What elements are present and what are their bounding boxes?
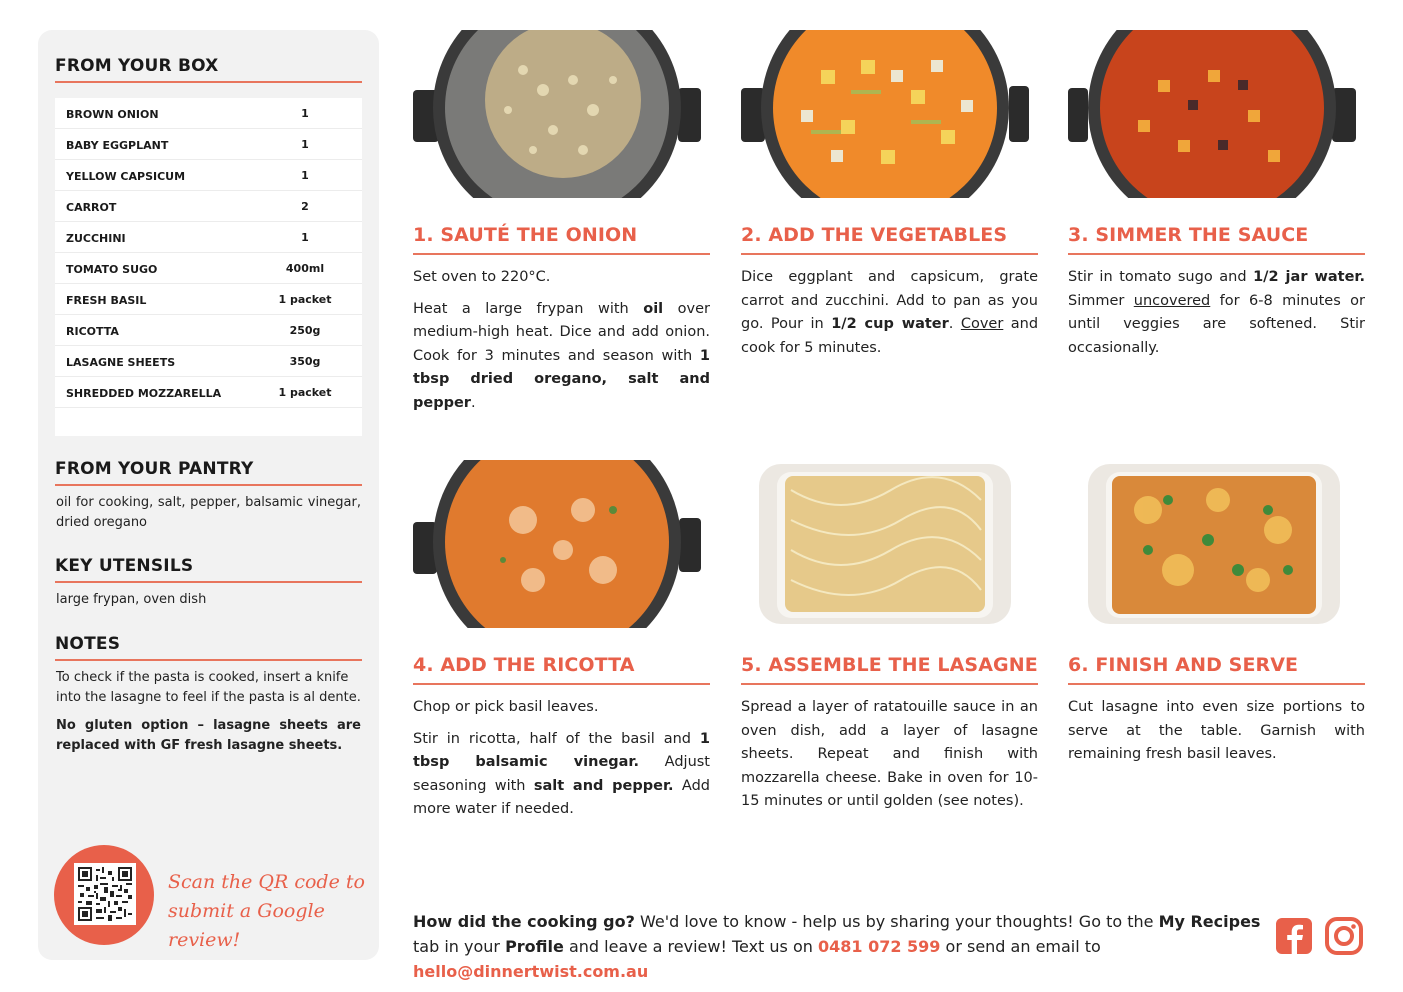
step-1-para-2: Heat a large frypan with oil over medium-high heat. Dice and add onion. Cook for 3 minutes and season with 1 tbsp dried oregano, salt and pepper. bbox=[413, 300, 710, 411]
table-row bbox=[55, 129, 362, 160]
ingredient-name: CARROT bbox=[66, 201, 117, 214]
ingredient-qty: 350g bbox=[289, 355, 321, 368]
ingredient-qty: 1 bbox=[301, 107, 309, 120]
ingredient-name: ZUCCHINI bbox=[66, 232, 126, 245]
step-2-rule bbox=[741, 253, 1038, 255]
step-1-para-1: Set oven to 220°C. bbox=[413, 269, 551, 285]
table-row bbox=[55, 315, 362, 346]
qr-caption-line-2: submit a Google review! bbox=[168, 900, 325, 951]
ingredient-qty: 1 packet bbox=[278, 293, 332, 306]
pantry-heading: FROM YOUR PANTRY bbox=[55, 459, 254, 479]
step-2-text bbox=[741, 266, 1038, 368]
ingredient-name: LASAGNE SHEETS bbox=[66, 356, 176, 369]
ingredient-qty: 1 bbox=[301, 169, 309, 182]
email-link[interactable]: hello@dinnertwist.com.au bbox=[413, 962, 649, 981]
step-6-para-1: Cut lasagne into even size portions to serve at the table. Garnish with remaining fresh basil leaves. bbox=[1068, 699, 1365, 762]
step-1-title: 1. SAUTÉ THE ONION bbox=[413, 224, 638, 246]
ingredient-qty: 1 bbox=[301, 231, 309, 244]
notes-heading-rule bbox=[55, 659, 362, 661]
facebook-icon[interactable] bbox=[1275, 917, 1313, 955]
notes-text: To check if the pasta is cooked, insert a knife into the lasagne to feel if the pasta is al dente. bbox=[56, 670, 361, 705]
step-4-text bbox=[413, 696, 710, 830]
step-1-text bbox=[413, 266, 710, 423]
step-1-photo bbox=[413, 30, 701, 198]
step-4-rule bbox=[413, 683, 710, 685]
qr-code-icon[interactable] bbox=[74, 863, 136, 925]
ingredient-qty: 1 bbox=[301, 138, 309, 151]
ingredient-name: YELLOW CAPSICUM bbox=[66, 170, 186, 183]
step-2-title: 2. ADD THE VEGETABLES bbox=[741, 224, 1008, 246]
utensils-heading-rule bbox=[55, 581, 362, 583]
footer-text-2: tab in your bbox=[413, 937, 506, 956]
pantry-text: oil for cooking, salt, pepper, balsamic vinegar, dried oregano bbox=[56, 495, 361, 530]
footer-question: How did the cooking go? bbox=[413, 912, 635, 931]
ingredients-sidebar bbox=[38, 30, 379, 960]
box-heading-rule bbox=[55, 81, 362, 83]
ingredient-name: SHREDDED MOZZARELLA bbox=[66, 387, 222, 400]
qr-caption bbox=[168, 868, 379, 955]
ingredient-name: BABY EGGPLANT bbox=[66, 139, 169, 152]
ingredient-qty: 1 packet bbox=[278, 386, 332, 399]
box-heading: FROM YOUR BOX bbox=[55, 56, 219, 76]
utensils-heading: KEY UTENSILS bbox=[55, 556, 194, 576]
step-5-para-1: Spread a layer of ratatouille sauce in an oven dish, add a layer of lasagne sheets. Repeat and finish with mozzarella cheese. Bake in oven for 10-15 minutes or until golden (see notes). bbox=[741, 699, 1038, 809]
my-recipes-link[interactable]: My Recipes bbox=[1158, 912, 1261, 931]
table-row bbox=[55, 346, 362, 377]
step-3-text bbox=[1068, 266, 1365, 368]
utensils-text: large frypan, oven dish bbox=[56, 592, 207, 607]
profile-link[interactable]: Profile bbox=[505, 937, 564, 956]
step-5-text bbox=[741, 696, 1038, 822]
footer-text-3: and leave a review! Text us on bbox=[563, 937, 818, 956]
ingredient-name: FRESH BASIL bbox=[66, 294, 147, 307]
qr-caption-line-1: Scan the QR code to bbox=[168, 871, 365, 893]
box-ingredients-table bbox=[55, 98, 362, 436]
table-row bbox=[55, 377, 362, 408]
step-3-title: 3. SIMMER THE SAUCE bbox=[1068, 224, 1309, 246]
notes-gluten-option: No gluten option – lasagne sheets are replaced with GF fresh lasagne sheets. bbox=[56, 718, 361, 753]
footer-text-4: or send an email to bbox=[940, 937, 1101, 956]
ingredient-name: BROWN ONION bbox=[66, 108, 159, 121]
step-6-photo bbox=[1068, 460, 1356, 628]
table-row bbox=[55, 191, 362, 222]
step-3-para-1: Stir in tomato sugo and 1/2 jar water. Simmer uncovered for 6-8 minutes or until veggies are softened. Stir occasionally. bbox=[1068, 269, 1365, 356]
table-row bbox=[55, 160, 362, 191]
step-5-rule bbox=[741, 683, 1038, 685]
step-4-para-2: Stir in ricotta, half of the basil and 1 tbsp balsamic vinegar. Adjust seasoning with salt and pepper. Add more water if needed. bbox=[413, 730, 710, 817]
step-2-para-1: Dice eggplant and capsicum, grate carrot and zucchini. Add to pan as you go. Pour in 1/2 cup water. Cover and cook for 5 minutes. bbox=[741, 269, 1039, 356]
step-5-photo bbox=[741, 460, 1029, 628]
step-4-title: 4. ADD THE RICOTTA bbox=[413, 654, 635, 676]
footer-text-1: We'd love to know - help us by sharing your thoughts! Go to the bbox=[634, 912, 1159, 931]
table-row bbox=[55, 253, 362, 284]
table-row bbox=[55, 284, 362, 315]
ingredient-qty: 400ml bbox=[285, 262, 325, 275]
step-3-photo bbox=[1068, 30, 1356, 198]
ingredient-name: RICOTTA bbox=[66, 325, 119, 338]
feedback-footer bbox=[413, 909, 1263, 984]
qr-badge bbox=[54, 845, 154, 945]
instagram-icon[interactable] bbox=[1325, 917, 1363, 955]
step-4-photo bbox=[413, 460, 701, 628]
step-6-title: 6. FINISH AND SERVE bbox=[1068, 654, 1299, 676]
step-6-rule bbox=[1068, 683, 1365, 685]
step-2-photo bbox=[741, 30, 1029, 198]
notes-heading: NOTES bbox=[55, 634, 121, 654]
step-1-rule bbox=[413, 253, 710, 255]
table-row bbox=[55, 98, 362, 129]
step-4-para-1: Chop or pick basil leaves. bbox=[413, 699, 599, 715]
pantry-heading-rule bbox=[55, 484, 362, 486]
step-6-text bbox=[1068, 696, 1365, 775]
step-3-rule bbox=[1068, 253, 1365, 255]
ingredient-qty: 2 bbox=[301, 200, 309, 213]
ingredient-qty: 250g bbox=[289, 324, 321, 337]
ingredient-name: TOMATO SUGO bbox=[66, 263, 158, 276]
phone-link[interactable]: 0481 072 599 bbox=[817, 937, 941, 956]
table-row bbox=[55, 222, 362, 253]
step-5-title: 5. ASSEMBLE THE LASAGNE bbox=[741, 654, 1038, 676]
